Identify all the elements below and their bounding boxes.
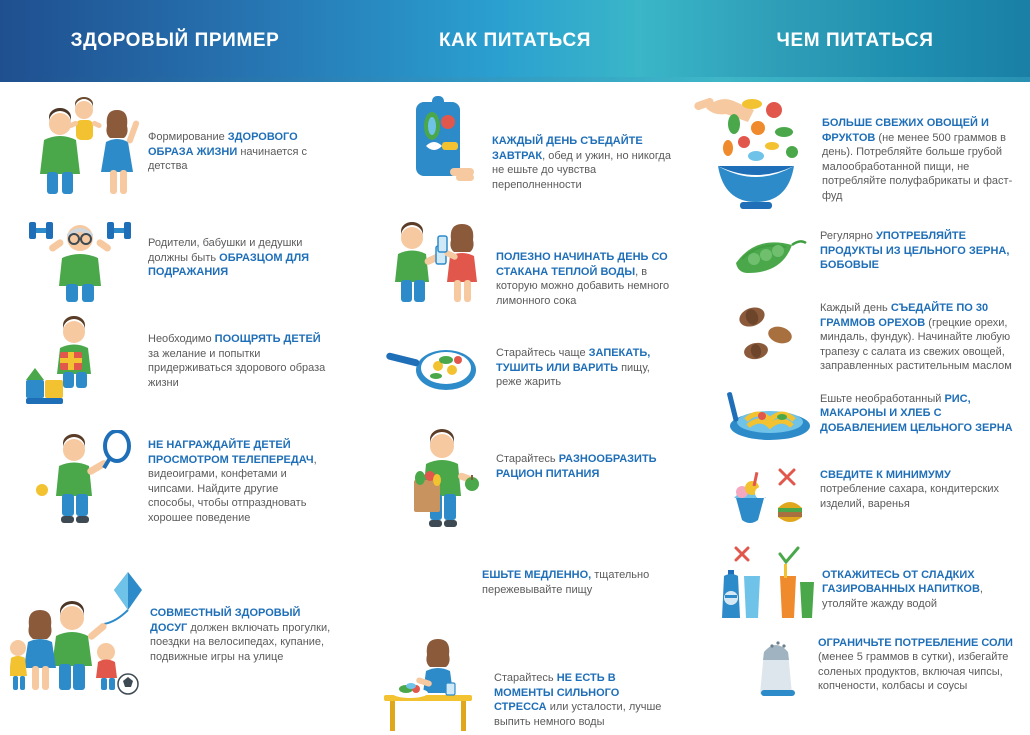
text-part-bold: НЕ НАГРАЖДАЙТЕ ДЕТЕЙ ПРОСМОТРОМ ТЕЛЕПЕРЕДАЧ bbox=[148, 439, 314, 466]
list-item-text bbox=[148, 310, 326, 390]
header-title-column-1: ЗДОРОВЫЙ ПРИМЕР bbox=[70, 30, 280, 51]
list-item-text bbox=[486, 218, 672, 308]
text-part: Старайтесь bbox=[496, 453, 559, 465]
text-part: или усталости, лучше выпить немного воды bbox=[494, 701, 662, 728]
family-father-mother-child-icon bbox=[18, 96, 148, 196]
text-part: Регулярно bbox=[820, 230, 876, 242]
column-healthy-example bbox=[0, 82, 350, 728]
list-item-text bbox=[148, 208, 326, 280]
list-item-text bbox=[480, 639, 672, 729]
text-part-bold: КАЖДЫЙ ДЕНЬ СЪЕДАЙТЕ ЗАВТРАК bbox=[492, 135, 643, 162]
list-item-text bbox=[478, 96, 672, 192]
boy-grocery-bag-apple-icon bbox=[406, 428, 482, 548]
text-part-bold: СЪЕДАЙТЕ ПО 30 ГРАММОВ ОРЕХОВ bbox=[820, 302, 989, 329]
column-how-to-eat bbox=[350, 82, 680, 728]
list-item bbox=[680, 374, 1030, 446]
text-part-bold: РИС, МАКАРОНЫ И ХЛЕБ С ДОБАВЛЕНИЕМ ЦЕЛЬНОГО ЗЕРНА bbox=[820, 392, 1013, 434]
list-item bbox=[350, 82, 680, 202]
soda-bottles-icon bbox=[718, 546, 818, 622]
text-part: Старайтесь чаще bbox=[496, 347, 589, 359]
text-part: должен включать прогулки, поездки на велосипедах, купание, подвижные игры на улице bbox=[150, 621, 331, 663]
page-header bbox=[0, 0, 1030, 82]
text-part: Каждый день bbox=[820, 302, 891, 314]
list-item-text bbox=[816, 229, 1016, 273]
list-item bbox=[680, 215, 1030, 285]
text-part-bold: ПОЛЕЗНО НАЧИНАТЬ ДЕНЬ СО СТАКАНА ТЕПЛОЙ ВОДЫ bbox=[496, 251, 668, 278]
list-item bbox=[350, 316, 680, 400]
list-item bbox=[680, 446, 1030, 536]
list-item bbox=[680, 285, 1030, 374]
list-item-text bbox=[816, 301, 1016, 374]
text-part: (не менее 500 граммов в день). Потребляйте больше грубой малообработанной пищи, не потребляйте полуфабрикаты и фаст-фуд bbox=[822, 131, 1013, 202]
sweets-icecream-burger-icon bbox=[724, 464, 816, 536]
text-part-bold: СОВМЕСТНЫЙ ЗДОРОВЫЙ ДОСУГ bbox=[150, 607, 301, 634]
text-part: (менее 5 граммов в сутки), избегайте соленых продуктов, включая чипсы, копчености, колбасы и соусы bbox=[818, 651, 1009, 692]
list-item-text bbox=[482, 568, 668, 597]
text-part: Формирование bbox=[148, 131, 228, 143]
list-item-text bbox=[818, 90, 1018, 203]
text-part: , обед и ужин, но никогда не ешьте до чувства переполненности bbox=[492, 149, 671, 191]
boy-tennis-racket-icon bbox=[18, 430, 148, 540]
text-part-bold: ОТКАЖИТЕСЬ ОТ СЛАДКИХ ГАЗИРОВАННЫХ НАПИТКОВ bbox=[822, 568, 980, 595]
list-item bbox=[0, 82, 350, 196]
text-part-bold: ОГРАНИЧЬТЕ ПОТРЕБЛЕНИЕ СОЛИ bbox=[818, 636, 1013, 649]
list-item-text bbox=[150, 566, 332, 664]
text-part-bold: ЕШЬТЕ МЕДЛЕННО, bbox=[482, 569, 595, 581]
list-item bbox=[680, 536, 1030, 622]
list-item bbox=[680, 622, 1030, 700]
list-item bbox=[0, 540, 350, 696]
list-item-text bbox=[482, 428, 672, 481]
list-item bbox=[350, 202, 680, 316]
list-item bbox=[350, 400, 680, 548]
text-part: начинается с детства bbox=[148, 145, 308, 172]
list-item-text bbox=[816, 464, 1016, 512]
column-what-to-eat bbox=[680, 82, 1030, 728]
salt-shaker-icon bbox=[742, 634, 814, 700]
text-part: потребление сахара, кондитерских изделий, варенья bbox=[820, 483, 999, 510]
family-kite-ball-icon bbox=[10, 566, 150, 696]
text-part-bold: УПОТРЕБЛЯЙТЕ ПРОДУКТЫ ИЗ ЦЕЛЬНОГО ЗЕРНА, БОБОВЫЕ bbox=[820, 230, 1010, 271]
list-item bbox=[0, 304, 350, 406]
list-item bbox=[680, 82, 1030, 215]
boy-girl-drinking-water-icon bbox=[386, 218, 486, 316]
text-part: тщательно пережевывайте пищу bbox=[482, 569, 650, 596]
list-item-text bbox=[814, 634, 1014, 694]
header-title-column-2: КАК ПИТАТЬСЯ bbox=[438, 30, 592, 51]
text-part-bold: ЗДОРОВОГО ОБРАЗА ЖИЗНИ bbox=[148, 131, 298, 158]
text-part-bold: БОЛЬШЕ СВЕЖИХ ОВОЩЕЙ И ФРУКТОВ bbox=[822, 117, 989, 144]
header-title-column-3: ЧЕМ ПИТАТЬСЯ bbox=[776, 30, 934, 51]
text-part-bold: НЕ ЕСТЬ В МОМЕНТЫ СИЛЬНОГО СТРЕССА bbox=[494, 672, 620, 713]
text-part-bold: СВЕДИТЕ К МИНИМУМУ bbox=[820, 468, 951, 481]
cutting-board-vegetables-icon bbox=[406, 96, 478, 202]
frying-pan-vegetables-icon bbox=[386, 336, 486, 400]
list-item bbox=[0, 406, 350, 540]
text-part-bold: ЗАПЕКАТЬ, ТУШИТЬ ИЛИ ВАРИТЬ bbox=[496, 347, 651, 374]
list-item-text bbox=[816, 386, 1016, 436]
child-gift-toys-icon bbox=[18, 310, 148, 406]
list-item bbox=[350, 597, 680, 735]
pea-pod-icon bbox=[720, 229, 816, 285]
text-part-bold: ПООЩРЯТЬ ДЕТЕЙ bbox=[214, 333, 321, 345]
text-part: (грецкие орехи, миндаль, фундук). Начинайте любую трапезу с салата из свежих овощей, заправленных растительным маслом bbox=[820, 316, 1012, 372]
nuts-icon bbox=[730, 301, 816, 371]
text-part: Родители, бабушки и дедушки должны быть bbox=[148, 237, 303, 264]
list-item-text bbox=[148, 430, 326, 525]
text-part: , видеоиграми, конфетами и чипсами. Найдите другие способы, чтобы отпраздновать хорошее поведение bbox=[148, 453, 317, 524]
text-part: Старайтесь bbox=[494, 672, 557, 684]
text-part: , утоляйте жажду водой bbox=[822, 583, 983, 610]
list-item-text bbox=[818, 546, 1018, 612]
text-part: за желание и попытки придерживаться здорового образа жизни bbox=[148, 347, 326, 389]
list-item bbox=[0, 196, 350, 304]
text-part-bold: РАЗНООБРАЗИТЬ РАЦИОН ПИТАНИЯ bbox=[496, 453, 657, 480]
woman-eating-at-table-icon bbox=[376, 639, 480, 735]
content-columns bbox=[0, 82, 1030, 728]
list-item-text bbox=[486, 336, 672, 390]
list-item-text bbox=[148, 96, 326, 174]
pasta-plate-icon bbox=[724, 386, 816, 446]
text-part: пищу, реже жарить bbox=[496, 361, 650, 388]
text-part: , в которую можно добавить немного лимонного сока bbox=[496, 265, 670, 307]
list-item bbox=[350, 548, 680, 597]
bowl-fresh-vegetables-hand-icon bbox=[688, 90, 818, 215]
text-part-bold: ОБРАЗЦОМ ДЛЯ ПОДРАЖАНИЯ bbox=[148, 251, 310, 278]
grandparents-dumbbells-icon bbox=[18, 208, 148, 304]
text-part: Необходимо bbox=[148, 333, 215, 345]
text-part: Ешьте необработанный bbox=[820, 392, 945, 405]
